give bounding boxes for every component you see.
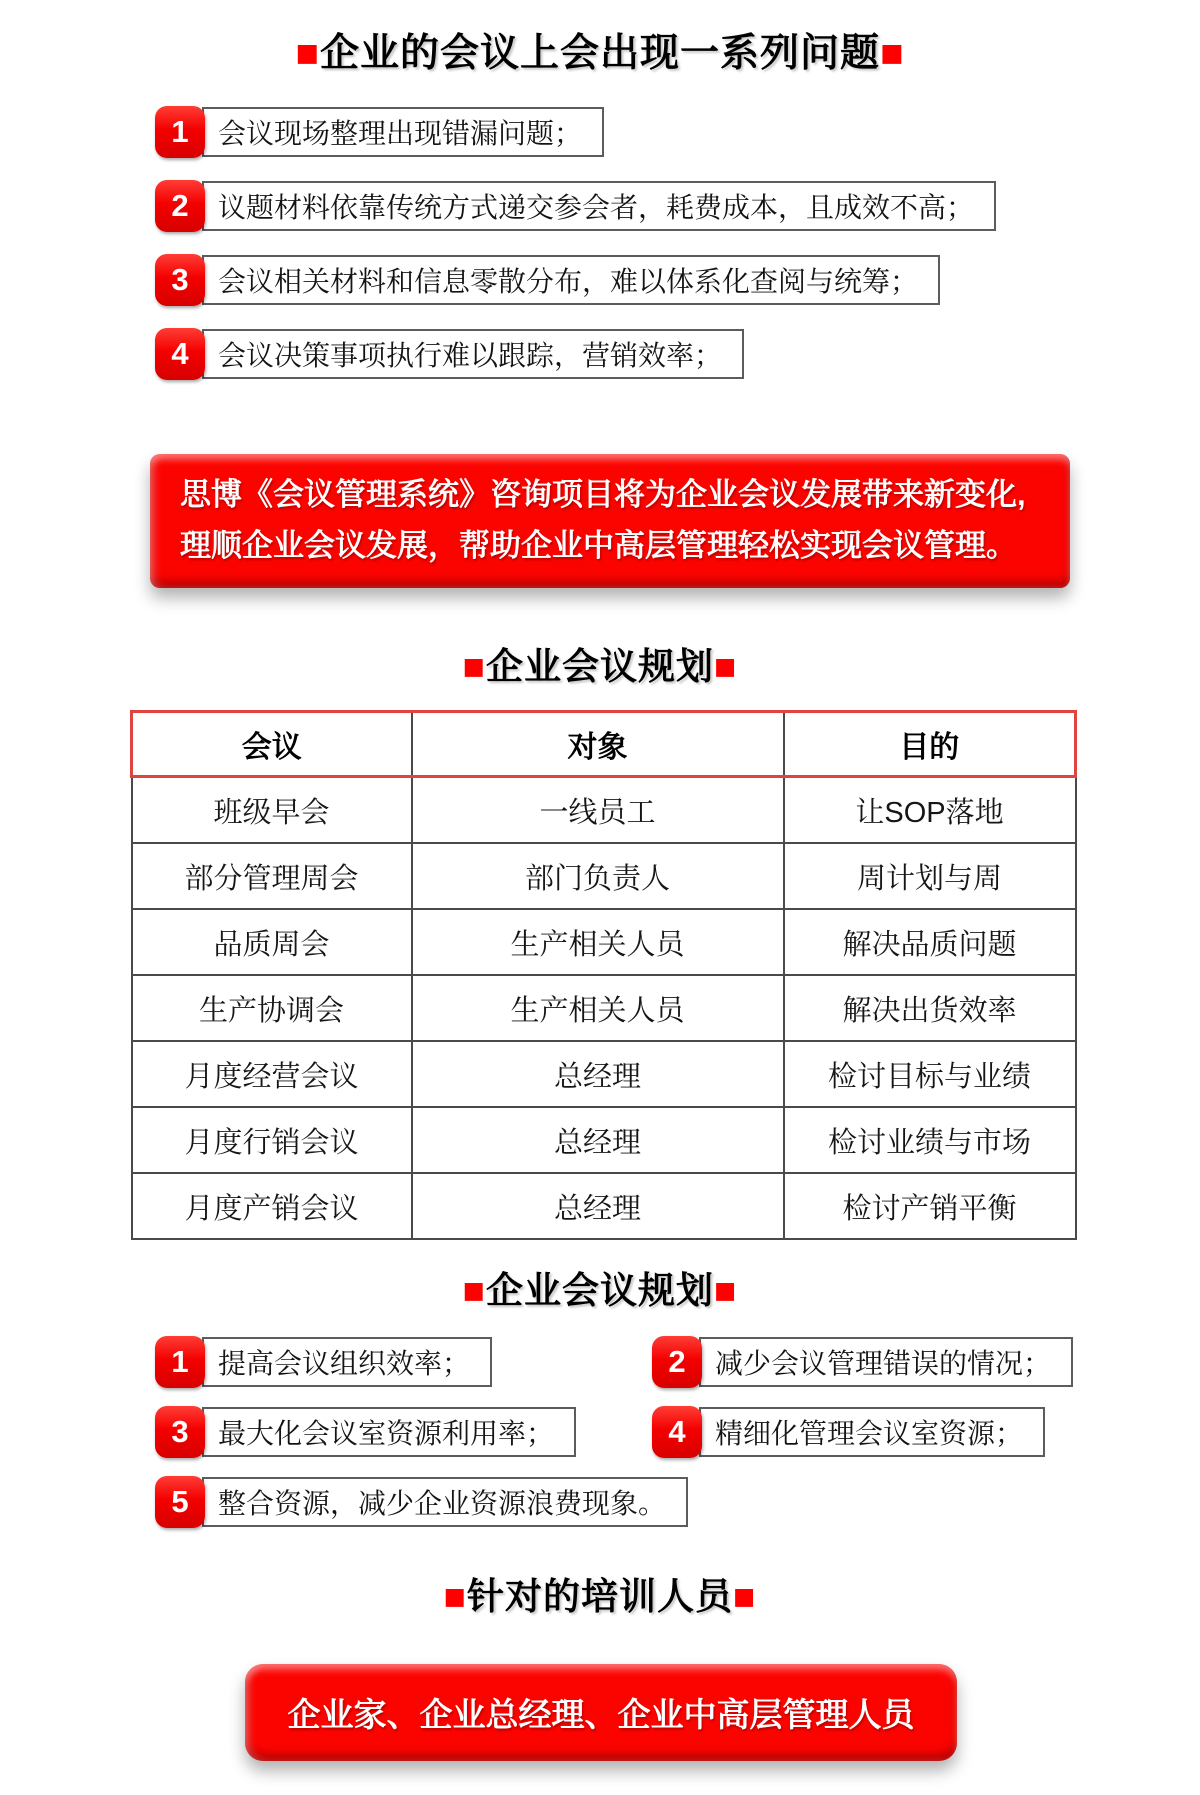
goal-item-text: 最大化会议室资源利用率； — [202, 1407, 576, 1457]
table-row — [132, 1107, 1076, 1173]
table-cell: 生产协调会 — [132, 975, 412, 1041]
table-cell: 周计划与周 — [784, 843, 1076, 909]
table-cell: 检讨业绩与市场 — [784, 1107, 1076, 1173]
trainee-banner-text: 企业家、企业总经理、企业中高层管理人员 — [287, 1696, 915, 1733]
table-cell: 总经理 — [412, 1107, 784, 1173]
table-cell: 解决品质问题 — [784, 909, 1076, 975]
red-square-marker: ■ — [462, 646, 486, 687]
table-header-purpose: 目的 — [784, 712, 1076, 777]
goal-item-text: 减少会议管理错误的情况； — [699, 1337, 1073, 1387]
problem-item-1 — [155, 106, 996, 158]
item-number-badge: 2 — [155, 180, 205, 232]
problem-item-text: 会议相关材料和信息零散分布，难以体系化查阅与统筹； — [202, 255, 940, 305]
goal-item-2 — [652, 1336, 1073, 1388]
section-title-plan-text: 企业会议规划 — [486, 646, 714, 687]
goal-item-5 — [155, 1476, 688, 1528]
table-row — [132, 975, 1076, 1041]
table-cell: 品质周会 — [132, 909, 412, 975]
goal-item-text: 整合资源，减少企业资源浪费现象。 — [202, 1477, 688, 1527]
table-cell: 月度经营会议 — [132, 1041, 412, 1107]
problem-item-2 — [155, 180, 996, 232]
section-title-trainee — [0, 1566, 1200, 1620]
table-cell: 解决出货效率 — [784, 975, 1076, 1041]
problem-item-text: 会议决策事项执行难以跟踪，营销效率； — [202, 329, 744, 379]
item-number-badge: 2 — [652, 1336, 702, 1388]
goal-item-1 — [155, 1336, 492, 1388]
goal-item-4 — [652, 1406, 1045, 1458]
table-header-audience: 对象 — [412, 712, 784, 777]
goal-item-text: 精细化管理会议室资源； — [699, 1407, 1045, 1457]
item-number-badge: 1 — [155, 1336, 205, 1388]
goals-list — [155, 1336, 1073, 1528]
table-header-row — [132, 712, 1076, 777]
table-cell: 月度行销会议 — [132, 1107, 412, 1173]
section-title-trainee-text: 针对的培训人员 — [467, 1576, 733, 1617]
table-cell: 生产相关人员 — [412, 975, 784, 1041]
table-row — [132, 909, 1076, 975]
table-header-meeting: 会议 — [132, 712, 412, 777]
intro-banner-line2: 理顺企业会议发展，帮助企业中高层管理轻松实现会议管理。 — [180, 528, 1017, 563]
goal-item-3 — [155, 1406, 576, 1458]
problem-item-4 — [155, 328, 996, 380]
red-square-marker: ■ — [714, 646, 738, 687]
table-row — [132, 777, 1076, 844]
problem-item-text: 会议现场整理出现错漏问题； — [202, 107, 604, 157]
section-title-problems-text: 企业的会议上会出现一系列问题 — [319, 32, 880, 75]
table-cell: 让SOP落地 — [784, 777, 1076, 844]
table-cell: 班级早会 — [132, 777, 412, 844]
problems-list — [155, 106, 996, 380]
item-number-badge: 5 — [155, 1476, 205, 1528]
intro-banner — [150, 454, 1070, 588]
table-cell: 检讨产销平衡 — [784, 1173, 1076, 1239]
red-square-marker: ■ — [733, 1576, 757, 1617]
table-cell: 部分管理周会 — [132, 843, 412, 909]
section-title-goals-text: 企业会议规划 — [486, 1270, 714, 1311]
section-title-problems — [0, 22, 1200, 78]
table-cell: 总经理 — [412, 1173, 784, 1239]
table-cell: 部门负责人 — [412, 843, 784, 909]
item-number-badge: 3 — [155, 1406, 205, 1458]
table-cell: 生产相关人员 — [412, 909, 784, 975]
item-number-badge: 4 — [652, 1406, 702, 1458]
red-square-marker: ■ — [443, 1576, 467, 1617]
problem-item-text: 议题材料依靠传统方式递交参会者，耗费成本，且成效不高； — [202, 181, 996, 231]
table-row — [132, 843, 1076, 909]
table-cell: 一线员工 — [412, 777, 784, 844]
trainee-banner — [245, 1664, 957, 1761]
red-square-marker: ■ — [714, 1270, 738, 1311]
table-cell: 月度产销会议 — [132, 1173, 412, 1239]
problem-item-3 — [155, 254, 996, 306]
item-number-badge: 4 — [155, 328, 205, 380]
section-title-goals — [0, 1260, 1200, 1314]
meeting-plan-table — [130, 710, 1077, 1240]
item-number-badge: 3 — [155, 254, 205, 306]
goal-item-text: 提高会议组织效率； — [202, 1337, 492, 1387]
intro-banner-line1: 思博《会议管理系统》咨询项目将为企业会议发展带来新变化, — [180, 477, 1026, 512]
section-title-plan — [0, 636, 1200, 690]
red-square-marker: ■ — [880, 32, 905, 75]
red-square-marker: ■ — [295, 32, 320, 75]
red-square-marker: ■ — [462, 1270, 486, 1311]
item-number-badge: 1 — [155, 106, 205, 158]
table-row — [132, 1041, 1076, 1107]
table-row — [132, 1173, 1076, 1239]
table-cell: 检讨目标与业绩 — [784, 1041, 1076, 1107]
table-cell: 总经理 — [412, 1041, 784, 1107]
